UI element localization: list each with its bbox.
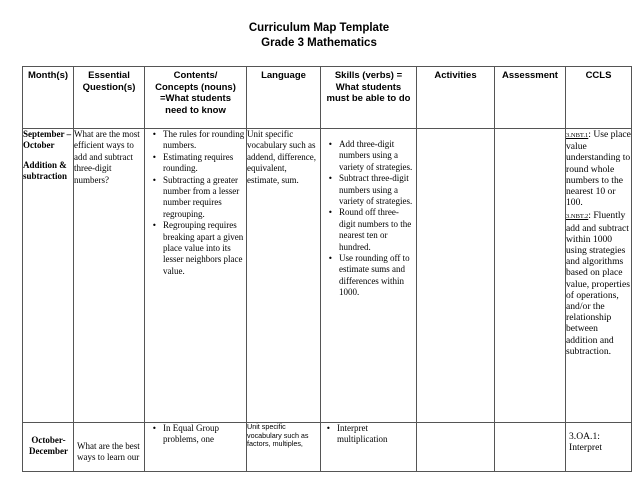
list-item: • Use rounding off to estimate sums and differences within 1000. [339,253,413,299]
header-month: Month(s) [23,67,74,129]
essential-question-cell: What are the best ways to learn our [74,423,145,472]
header-activities: Activities [417,67,495,129]
list-item: • Subtracting a greater number from a lesser number requires regrouping. [163,175,246,221]
skills-cell [321,129,417,423]
document-subtitle: Grade 3 Mathematics [261,37,377,49]
activities-cell [417,129,495,423]
assessment-cell [495,129,566,423]
essential-question-cell: What are the most efficient ways to add and subtract three-digit numbers? [74,129,145,423]
list-item: • Add three-digit numbers using a variety of strategies. [339,139,413,173]
header-assessment: Assessment [495,67,566,129]
document-title: Curriculum Map Template [248,22,390,34]
language-cell: Unit specific vocabulary such as factors, multiples, [247,423,321,472]
curriculum-map-table [22,66,632,472]
skills-cell [321,423,417,472]
ccls-code-link[interactable]: 3.NBT.1 [566,132,589,139]
header-contents: Contents/ Concepts (nouns) =What students need to know [145,67,247,129]
activities-cell [417,423,495,472]
ccls-standard-text: : Use place value understanding to round whole numbers to the nearest 10 or 100. [566,129,631,209]
contents-cell [145,129,247,423]
ccls-cell: 3.OA.1: Interpret [566,423,632,472]
unit-topic: Addition & subtraction [23,159,68,182]
contents-cell [145,423,247,472]
list-item: • In Equal Group problems, one [163,423,246,446]
ccls-standard-text: : Fluently add and subtract within 1000 using strategies and algorithms based on place value, properties of operations, and/or the relationship between addition and subtraction. [566,210,630,357]
ccls-code-link[interactable]: 3.NBT.2 [566,213,589,221]
assessment-cell [495,423,566,472]
month-range: September –October [23,129,72,151]
month-cell [23,129,74,423]
header-language: Language [247,67,321,129]
header-skills: Skills (verbs) = What students must be able to do [321,67,417,129]
list-item: • Subtract three-digit numbers using a variety of strategies. [339,173,413,207]
header-ccls: CCLS [566,67,632,129]
table-row [23,129,632,423]
list-item: • Estimating requires rounding. [163,152,246,175]
header-row [23,67,632,129]
list-item: • Round off three-digit numbers to the nearest ten or hundred. [339,207,413,253]
list-item: • Regrouping requires breaking apart a given place value into its lesser neighbors place value. [163,220,246,277]
list-item: • Interpret multiplication [337,423,416,446]
table-row [23,423,632,472]
list-item: • The rules for rounding numbers. [163,129,246,152]
month-cell: October- December [23,423,74,472]
language-cell: Unit specific vocabulary such as addend, difference, equivalent, estimate, sum. [247,129,321,423]
ccls-cell [566,129,632,423]
header-essential-questions: Essential Question(s) [74,67,145,129]
